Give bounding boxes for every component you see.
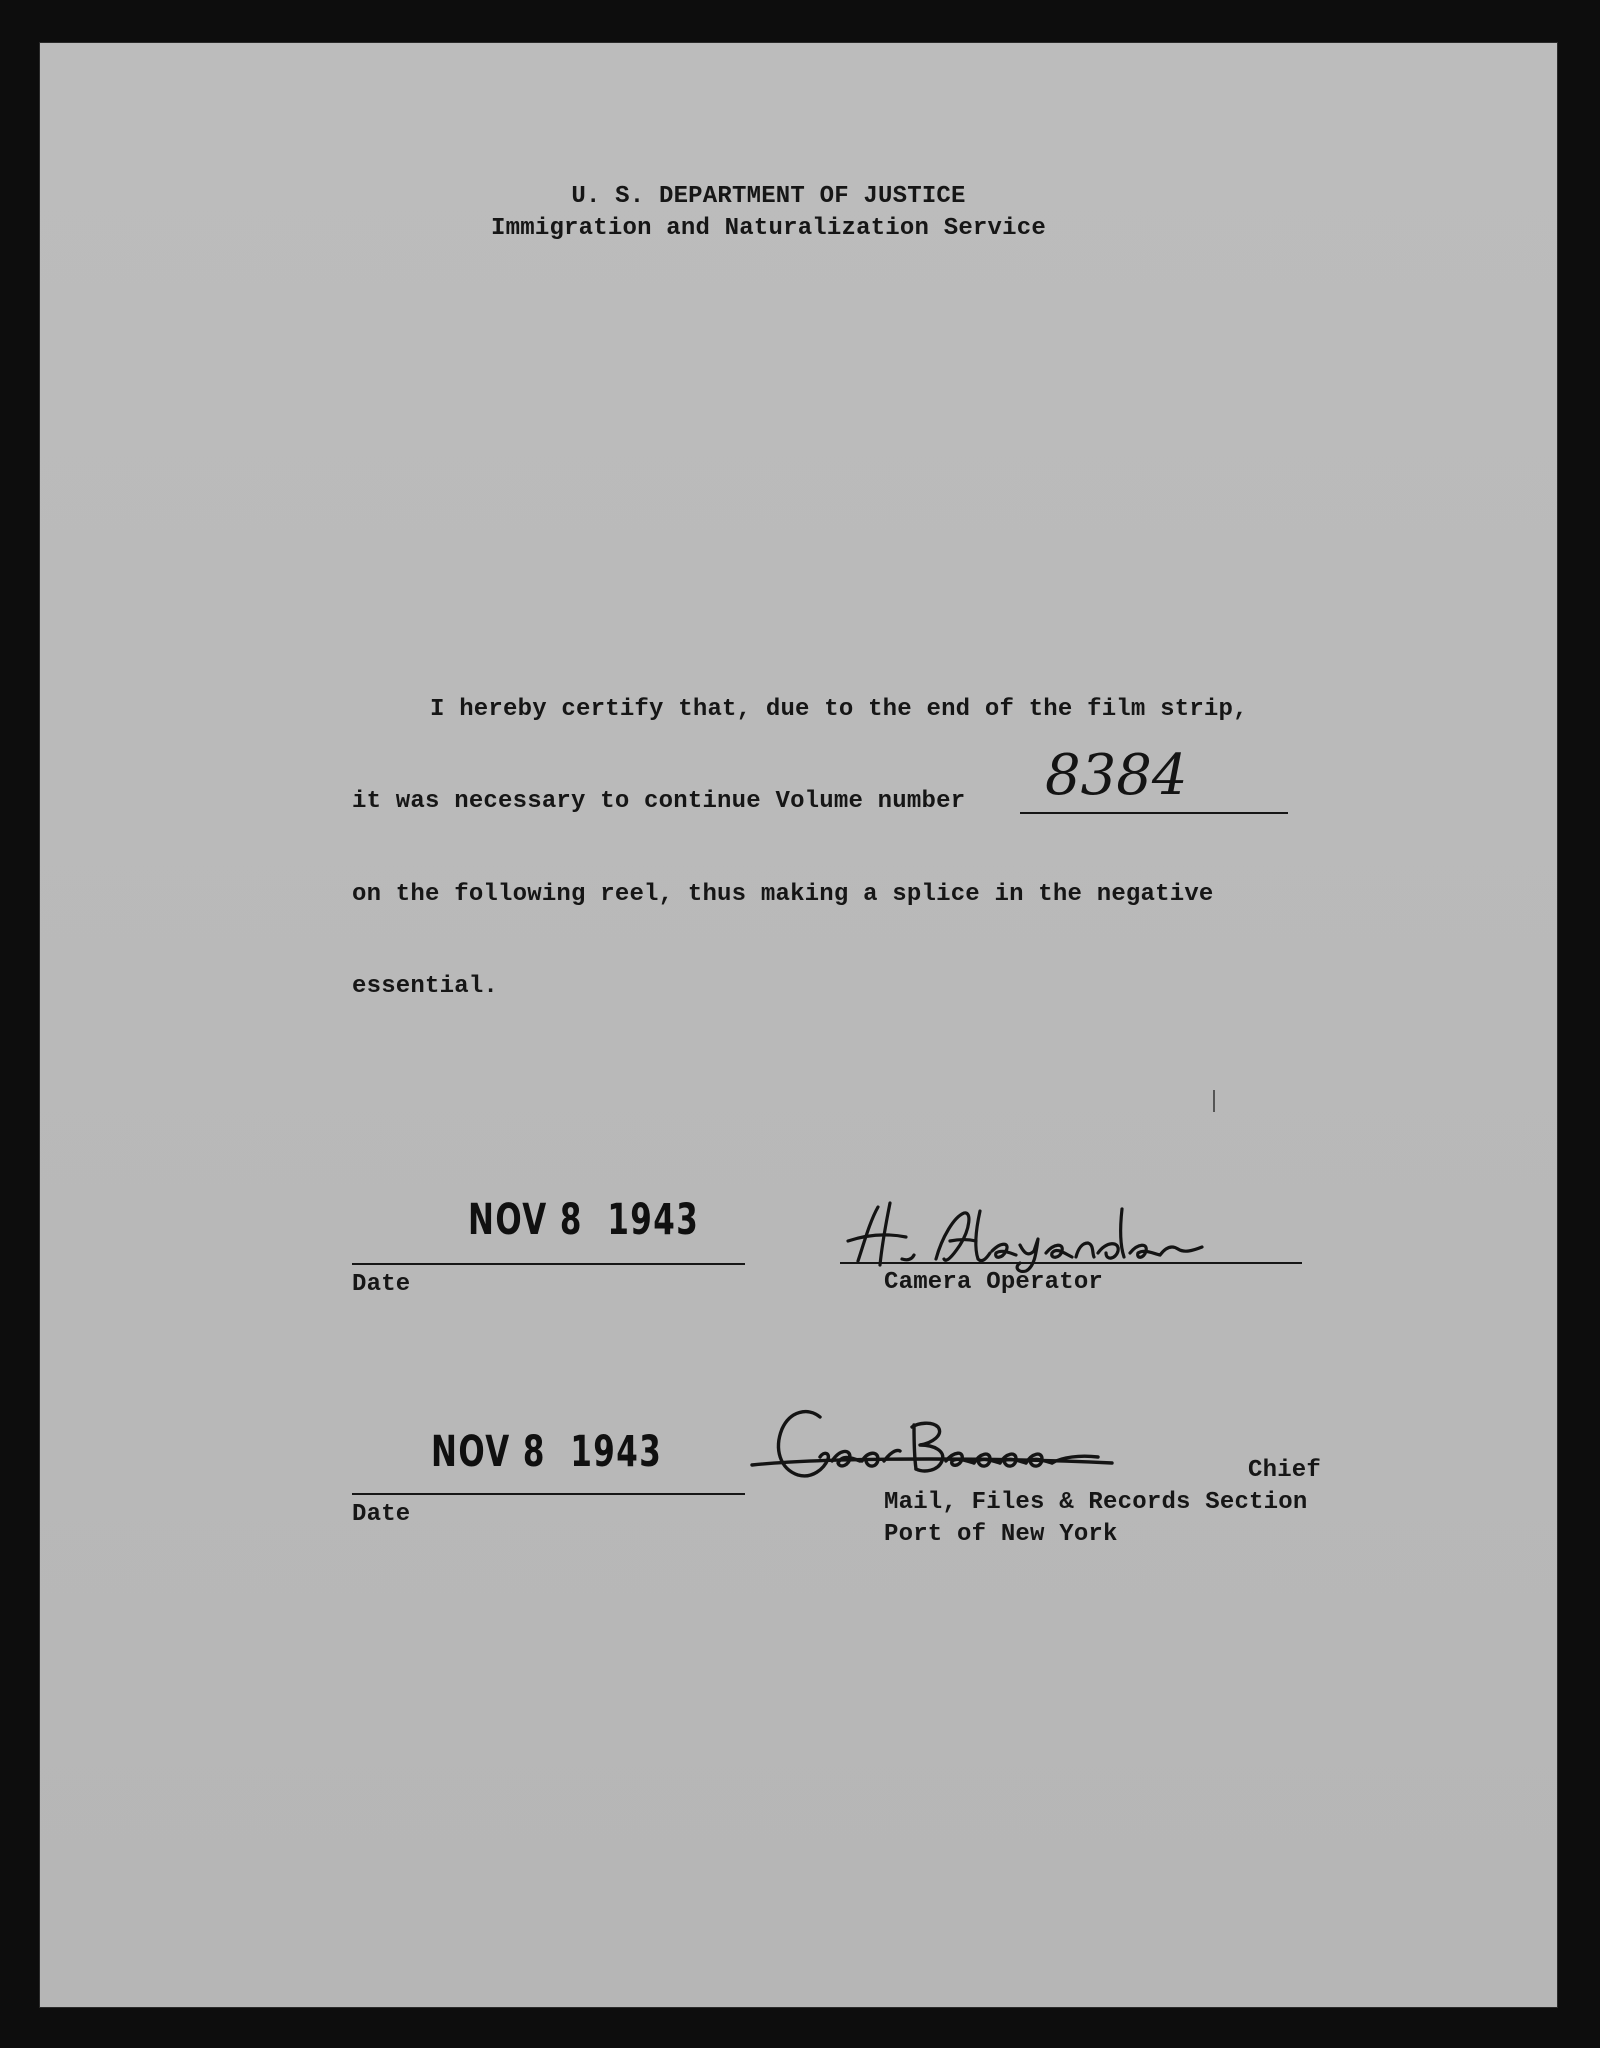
camera-operator-signature	[840, 1193, 1300, 1273]
paper-mark	[1213, 1090, 1215, 1112]
certification-line-4: essential.	[352, 973, 499, 1000]
section-name: Mail, Files & Records Section	[884, 1489, 1308, 1516]
certification-line-1: I hereby certify that, due to the end of the film strip,	[430, 696, 1248, 723]
date-label-1: Date	[352, 1271, 411, 1298]
certification-line-2: it was necessary to continue Volume number	[352, 788, 966, 815]
document-page	[40, 43, 1557, 2007]
date-line-1	[352, 1263, 745, 1265]
department-heading: U. S. DEPARTMENT OF JUSTICE	[571, 183, 966, 210]
camera-operator-line	[840, 1262, 1302, 1264]
date-line-2	[352, 1493, 745, 1495]
volume-number: 8384	[1045, 743, 1188, 808]
date-label-2: Date	[352, 1501, 411, 1528]
date-stamp-1: NOV 8 1943	[468, 1195, 700, 1245]
section-chief-signature	[750, 1399, 1170, 1499]
date-stamp-2: NOV 8 1943	[431, 1427, 663, 1477]
service-heading: Immigration and Naturalization Service	[491, 215, 1046, 242]
camera-operator-title: Camera Operator	[884, 1269, 1104, 1296]
certification-line-3: on the following reel, thus making a splice in the negative	[352, 881, 1214, 908]
port-name: Port of New York	[884, 1521, 1118, 1548]
section-chief-title: Chief	[1248, 1457, 1322, 1484]
volume-number-blank	[1020, 812, 1288, 814]
